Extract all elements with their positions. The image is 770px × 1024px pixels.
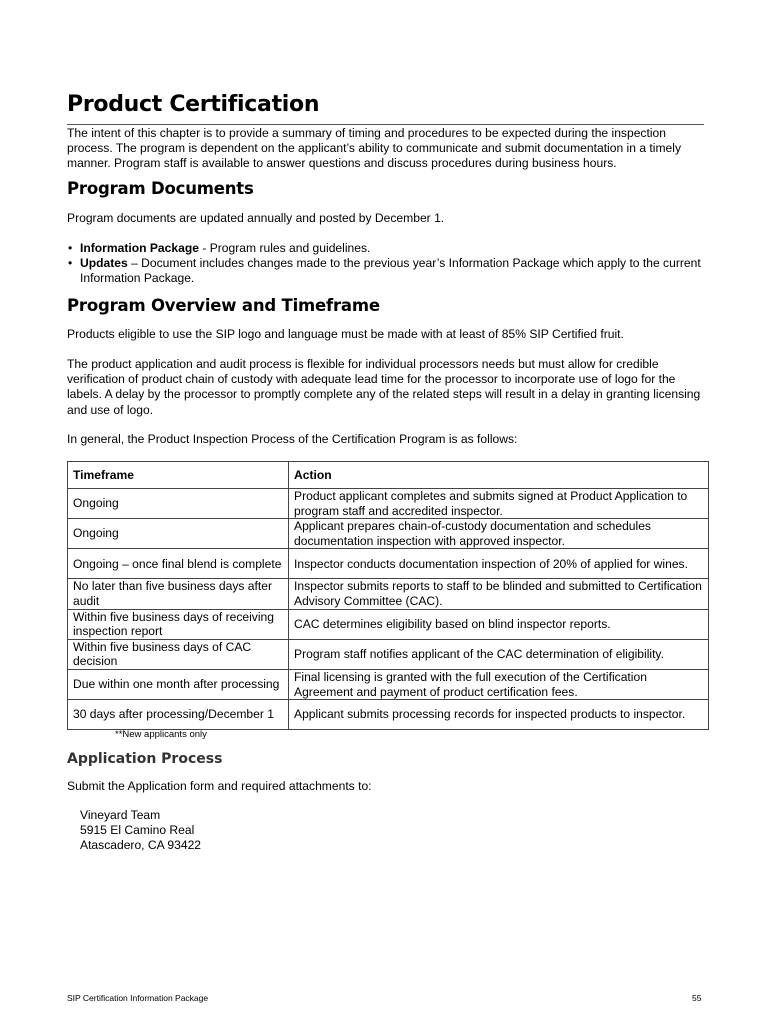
column-header-timeframe: Timeframe bbox=[68, 462, 289, 489]
page-number: 55 bbox=[692, 993, 702, 1003]
title-divider bbox=[67, 124, 704, 125]
footer-document-name: SIP Certification Information Package bbox=[67, 993, 209, 1003]
action-cell: Applicant prepares chain-of-custody documentation and schedules documentation inspection with approved inspector. bbox=[289, 519, 709, 549]
bullet-term: Information Package bbox=[80, 241, 199, 255]
intro-paragraph: The intent of this chapter is to provide a summary of timing and procedures to be expected during the inspection process. The program is dependent on the applicant’s ability to communicate and submit documentation in a timely manner. Program staff is available to answer questions and discuss procedures during business hours. bbox=[67, 126, 681, 171]
table-row bbox=[68, 609, 709, 639]
timeframe-cell: No later than five business days after audit bbox=[68, 579, 289, 609]
address-line: Vineyard Team bbox=[80, 808, 161, 822]
timeframe-cell: Within five business days of CAC decision bbox=[68, 639, 289, 669]
bullet-text: - Program rules and guidelines. bbox=[198, 241, 371, 255]
mailing-address bbox=[80, 808, 201, 854]
action-cell: CAC determines eligibility based on blind inspector reports. bbox=[289, 609, 709, 639]
page-title: Product Certification bbox=[67, 92, 320, 117]
column-header-action: Action bbox=[289, 462, 709, 489]
table-row bbox=[68, 579, 709, 609]
overview-paragraph-3: In general, the Product Inspection Process of the Certification Program is as follows: bbox=[67, 432, 518, 446]
address-line: 5915 El Camino Real bbox=[80, 823, 195, 838]
timeframe-cell: Ongoing bbox=[68, 489, 289, 519]
timeframe-cell: Within five business days of receiving inspection report bbox=[68, 609, 289, 639]
action-cell: Final licensing is granted with the full execution of the Certification Agreement and payment of product certification fees. bbox=[289, 669, 709, 699]
timeframe-cell: 30 days after processing/December 1 bbox=[68, 700, 289, 730]
bullet-term: Updates bbox=[80, 256, 128, 271]
timeframe-cell: Ongoing bbox=[68, 519, 289, 549]
table-row bbox=[68, 669, 709, 699]
table-row bbox=[68, 700, 709, 730]
table-row bbox=[68, 639, 709, 669]
table-row bbox=[68, 519, 709, 549]
timeframe-table bbox=[67, 461, 709, 730]
program-documents-heading: Program Documents bbox=[67, 179, 254, 198]
timeframe-cell: Due within one month after processing bbox=[68, 669, 289, 699]
program-documents-text: Program documents are updated annually and posted by December 1. bbox=[67, 211, 445, 225]
program-documents-list bbox=[67, 241, 707, 287]
action-cell: Applicant submits processing records for inspected products to inspector. bbox=[289, 700, 709, 730]
action-cell: Product applicant completes and submits signed at Product Application to program staff and accredited inspector. bbox=[289, 489, 709, 519]
overview-paragraph-1: Products eligible to use the SIP logo and language must be made with at least of 85% SIP Certified fruit. bbox=[67, 327, 624, 341]
list-item bbox=[67, 256, 707, 286]
application-text: Submit the Application form and required attachments to: bbox=[67, 779, 372, 793]
timeframe-cell: Ongoing – once final blend is complete bbox=[68, 549, 289, 579]
bullet-icon: • bbox=[68, 241, 73, 255]
table-header-row bbox=[68, 462, 709, 489]
bullet-icon: • bbox=[68, 256, 73, 271]
address-line: Atascadero, CA 93422 bbox=[80, 838, 202, 853]
action-cell: Inspector conducts documentation inspection of 20% of applied for wines. bbox=[289, 549, 709, 579]
application-heading: Application Process bbox=[67, 751, 223, 767]
list-item bbox=[67, 241, 707, 256]
table-row bbox=[68, 489, 709, 519]
action-cell: Inspector submits reports to staff to be blinded and submitted to Certification Advisory Committee (CAC). bbox=[289, 579, 709, 609]
bullet-text: – Document includes changes made to the previous year’s Information Package which apply to the current Information Package. bbox=[80, 256, 701, 286]
overview-heading: Program Overview and Timeframe bbox=[67, 296, 380, 315]
table-row bbox=[68, 549, 709, 579]
action-cell: Program staff notifies applicant of the CAC determination of eligibility. bbox=[289, 639, 709, 669]
overview-paragraph-2: The product application and audit process is flexible for individual processors needs but must allow for credible verification of product chain of custody with adequate lead time for the processor to incorporate use of logo for the labels. A delay by the processor to promptly complete any of the related steps will result in a delay in granting licensing and use of logo. bbox=[67, 357, 701, 417]
table-footnote: **New applicants only bbox=[115, 729, 207, 740]
